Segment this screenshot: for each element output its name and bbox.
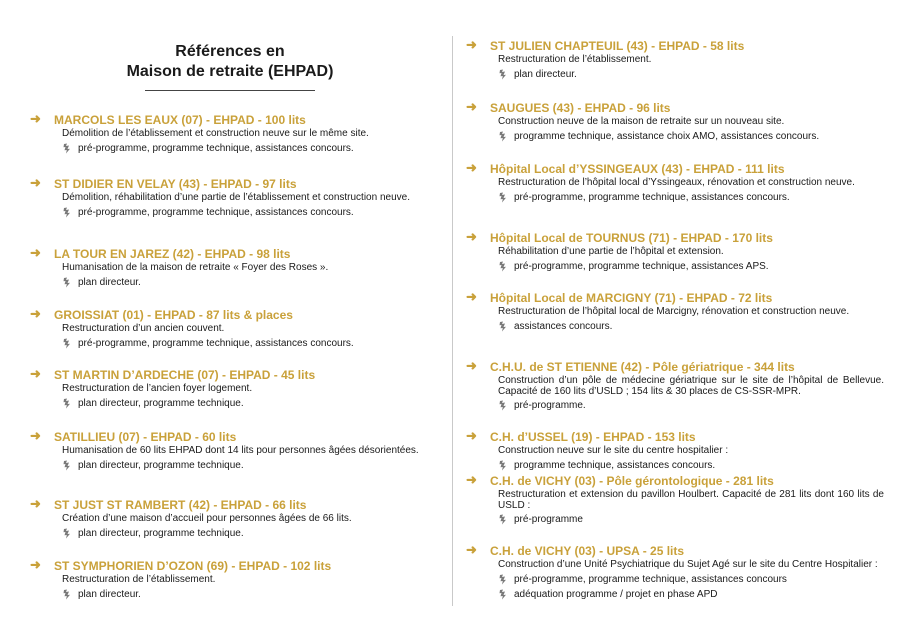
entry-bullet — [498, 260, 900, 273]
bullet-icon — [498, 400, 508, 411]
reference-entry — [462, 38, 900, 81]
entry-description: Construction neuve sur le site du centre hospitalier : — [498, 445, 729, 456]
reference-entry — [0, 497, 450, 540]
bullet-icon — [498, 192, 508, 203]
entry-heading: ST JUST ST RAMBERT (42) - EHPAD - 66 lits — [54, 498, 307, 512]
bullet-icon — [62, 589, 72, 600]
entry-description: Restructuration de l’hôpital local de Marcigny, rénovation et construction neuve. — [498, 306, 850, 317]
entry-header — [462, 161, 900, 177]
bullet-icon — [62, 528, 72, 539]
bullet-text: pré-programme, programme technique, assistances APS. — [514, 260, 769, 272]
entry-description: Réhabilitation d’une partie de l’hôpital et extension. — [498, 246, 724, 257]
entry-description: Humanisation de 60 lits EHPAD dont 14 lits pour personnes âgées désorientées. — [62, 445, 419, 456]
arrow-right-icon: ➜ — [30, 496, 41, 511]
entry-bullet — [498, 320, 900, 333]
reference-entry — [0, 558, 450, 601]
entry-description: Restructuration de l’établissement. — [498, 54, 652, 65]
entry-bullet — [498, 191, 900, 204]
entry-description: Humanisation de la maison de retraite « Foyer des Roses ». — [62, 262, 329, 273]
entry-bullet — [498, 573, 900, 586]
bullet-text: pré-programme, programme technique, assistances concours. — [514, 191, 790, 203]
bullet-icon — [62, 277, 72, 288]
arrow-right-icon: ➜ — [466, 99, 477, 114]
entry-bullet — [62, 588, 450, 601]
bullet-text: plan directeur. — [78, 276, 141, 288]
bullet-icon — [62, 338, 72, 349]
arrow-right-icon: ➜ — [30, 175, 41, 190]
bullet-icon — [498, 460, 508, 471]
entry-bullet — [62, 276, 450, 289]
entry-heading: MARCOLS LES EAUX (07) - EHPAD - 100 lits — [54, 113, 306, 127]
bullet-text: plan directeur, programme technique. — [78, 527, 244, 539]
entry-header — [0, 429, 450, 445]
entry-header — [462, 100, 900, 116]
bullet-icon — [62, 143, 72, 154]
reference-entry — [0, 176, 450, 219]
entry-description: Construction d’un pôle de médecine gériatrique sur le site de l’hôpital de Bellevue. Capacité de 160 lits d’USLD ; 154 lits & 30 places de CS-SSR-MPR. — [498, 375, 884, 397]
entry-heading: GROISSIAT (01) - EHPAD - 87 lits & places — [54, 308, 293, 322]
entry-heading: LA TOUR EN JAREZ (42) - EHPAD - 98 lits — [54, 247, 291, 261]
reference-entry — [0, 429, 450, 472]
bullet-icon — [498, 321, 508, 332]
entry-bullet — [62, 206, 450, 219]
arrow-right-icon: ➜ — [466, 472, 477, 487]
bullet-text: plan directeur, programme technique. — [78, 459, 244, 471]
bullet-text: pré-programme, programme technique, assistances concours. — [78, 142, 354, 154]
title-underline — [145, 90, 315, 91]
reference-entry — [0, 367, 450, 410]
arrow-right-icon: ➜ — [30, 111, 41, 126]
arrow-right-icon: ➜ — [30, 428, 41, 443]
arrow-right-icon: ➜ — [466, 289, 477, 304]
bullet-icon — [498, 589, 508, 600]
column-divider — [452, 36, 453, 606]
bullet-text: pré-programme, programme technique, assistances concours. — [78, 206, 354, 218]
entry-description: Construction d’une Unité Psychiatrique du Sujet Agé sur le site du Centre Hospitalier : — [498, 559, 878, 570]
arrow-right-icon: ➜ — [30, 306, 41, 321]
entry-heading: SAUGUES (43) - EHPAD - 96 lits — [490, 101, 671, 115]
bullet-icon — [498, 69, 508, 80]
entry-heading: C.H. de VICHY (03) - UPSA - 25 lits — [490, 544, 685, 558]
entry-bullet — [498, 513, 900, 526]
title-line-1: Références en — [175, 43, 285, 60]
entry-header — [0, 176, 450, 192]
entry-header — [462, 359, 900, 375]
bullet-text: plan directeur. — [78, 588, 141, 600]
reference-entry — [462, 290, 900, 333]
arrow-right-icon: ➜ — [466, 542, 477, 557]
entry-heading: C.H. de VICHY (03) - Pôle gérontologique - 281 lits — [490, 474, 774, 488]
entry-bullet — [498, 399, 900, 412]
entry-heading: Hôpital Local de MARCIGNY (71) - EHPAD - 72 lits — [490, 291, 773, 305]
entry-header — [0, 497, 450, 513]
entry-header — [0, 558, 450, 574]
entry-heading: ST DIDIER EN VELAY (43) - EHPAD - 97 lits — [54, 177, 297, 191]
reference-entry — [462, 429, 900, 472]
entry-bullet — [498, 68, 900, 81]
entry-description: Création d’une maison d’accueil pour personnes âgées de 66 lits. — [62, 513, 352, 524]
arrow-right-icon: ➜ — [30, 557, 41, 572]
entry-header — [0, 246, 450, 262]
entry-bullet — [62, 527, 450, 540]
page-title — [100, 42, 360, 91]
entry-heading: Hôpital Local d’YSSINGEAUX (43) - EHPAD - 111 lits — [490, 162, 785, 176]
bullet-icon — [498, 131, 508, 142]
reference-entry — [0, 246, 450, 289]
entry-bullet — [498, 588, 900, 601]
reference-entry — [462, 359, 900, 412]
entry-header — [462, 290, 900, 306]
arrow-right-icon: ➜ — [30, 366, 41, 381]
bullet-icon — [498, 574, 508, 585]
bullet-text: plan directeur, programme technique. — [78, 397, 244, 409]
entry-heading: Hôpital Local de TOURNUS (71) - EHPAD - 170 lits — [490, 231, 773, 245]
bullet-text: programme technique, assistance choix AMO, assistances concours. — [514, 130, 820, 142]
entry-bullet — [62, 337, 450, 350]
bullet-text: assistances concours. — [514, 320, 613, 332]
entry-bullet — [62, 142, 450, 155]
entry-description: Restructuration de l’hôpital local d’Yssingeaux, rénovation et construction neuve. — [498, 177, 855, 188]
reference-entry — [462, 473, 900, 526]
entry-description: Restructuration et extension du pavillon Houlbert. Capacité de 281 lits dont 160 lits de USLD : — [498, 489, 884, 511]
bullet-icon — [62, 460, 72, 471]
bullet-icon — [498, 514, 508, 525]
bullet-text: programme technique, assistances concours. — [514, 459, 716, 471]
entry-heading: ST MARTIN D’ARDECHE (07) - EHPAD - 45 lits — [54, 368, 316, 382]
reference-entry — [462, 161, 900, 204]
bullet-text: plan directeur. — [514, 68, 577, 80]
reference-entry — [0, 112, 450, 155]
entry-header — [462, 473, 900, 489]
entry-header — [462, 429, 900, 445]
entry-heading: SATILLIEU (07) - EHPAD - 60 lits — [54, 430, 237, 444]
entry-bullet — [498, 459, 900, 472]
entry-description: Démolition, réhabilitation d’une partie de l’établissement et construction neuve. — [62, 192, 410, 203]
reference-entry — [0, 307, 450, 350]
bullet-text: pré-programme, programme technique, assistances concours — [514, 573, 787, 585]
bullet-icon — [62, 207, 72, 218]
entry-bullet — [62, 459, 450, 472]
bullet-icon — [498, 261, 508, 272]
entry-header — [0, 367, 450, 383]
arrow-right-icon: ➜ — [466, 428, 477, 443]
arrow-right-icon: ➜ — [466, 358, 477, 373]
entry-description: Restructuration de l’ancien foyer logement. — [62, 383, 253, 394]
entry-bullet — [62, 397, 450, 410]
entry-bullet — [498, 130, 900, 143]
arrow-right-icon: ➜ — [30, 245, 41, 260]
entry-header — [0, 112, 450, 128]
entry-header — [462, 543, 900, 559]
entry-header — [0, 307, 450, 323]
entry-heading: ST JULIEN CHAPTEUIL (43) - EHPAD - 58 lits — [490, 39, 745, 53]
reference-entry — [462, 230, 900, 273]
reference-entry — [462, 543, 900, 601]
bullet-icon — [62, 398, 72, 409]
entry-description: Démolition de l’établissement et construction neuve sur le même site. — [62, 128, 369, 139]
reference-entry — [462, 100, 900, 143]
title-line-2: Maison de retraite (EHPAD) — [126, 63, 334, 80]
bullet-text: pré-programme. — [514, 400, 586, 411]
entry-description: Restructuration de l’établissement. — [62, 574, 216, 585]
arrow-right-icon: ➜ — [466, 37, 477, 52]
entry-heading: C.H.U. de ST ETIENNE (42) - Pôle gériatrique - 344 lits — [490, 360, 795, 374]
entry-header — [462, 230, 900, 246]
bullet-text: pré-programme — [514, 514, 583, 525]
entry-heading: ST SYMPHORIEN D’OZON (69) - EHPAD - 102 lits — [54, 559, 332, 573]
entry-description: Construction neuve de la maison de retraite sur un nouveau site. — [498, 116, 785, 127]
bullet-text: adéquation programme / projet en phase APD — [514, 588, 718, 600]
bullet-text: pré-programme, programme technique, assistances concours. — [78, 337, 354, 349]
entry-description: Restructuration d’un ancien couvent. — [62, 323, 225, 334]
entry-header — [462, 38, 900, 54]
arrow-right-icon: ➜ — [466, 229, 477, 244]
entry-heading: C.H. d’USSEL (19) - EHPAD - 153 lits — [490, 430, 696, 444]
arrow-right-icon: ➜ — [466, 160, 477, 175]
